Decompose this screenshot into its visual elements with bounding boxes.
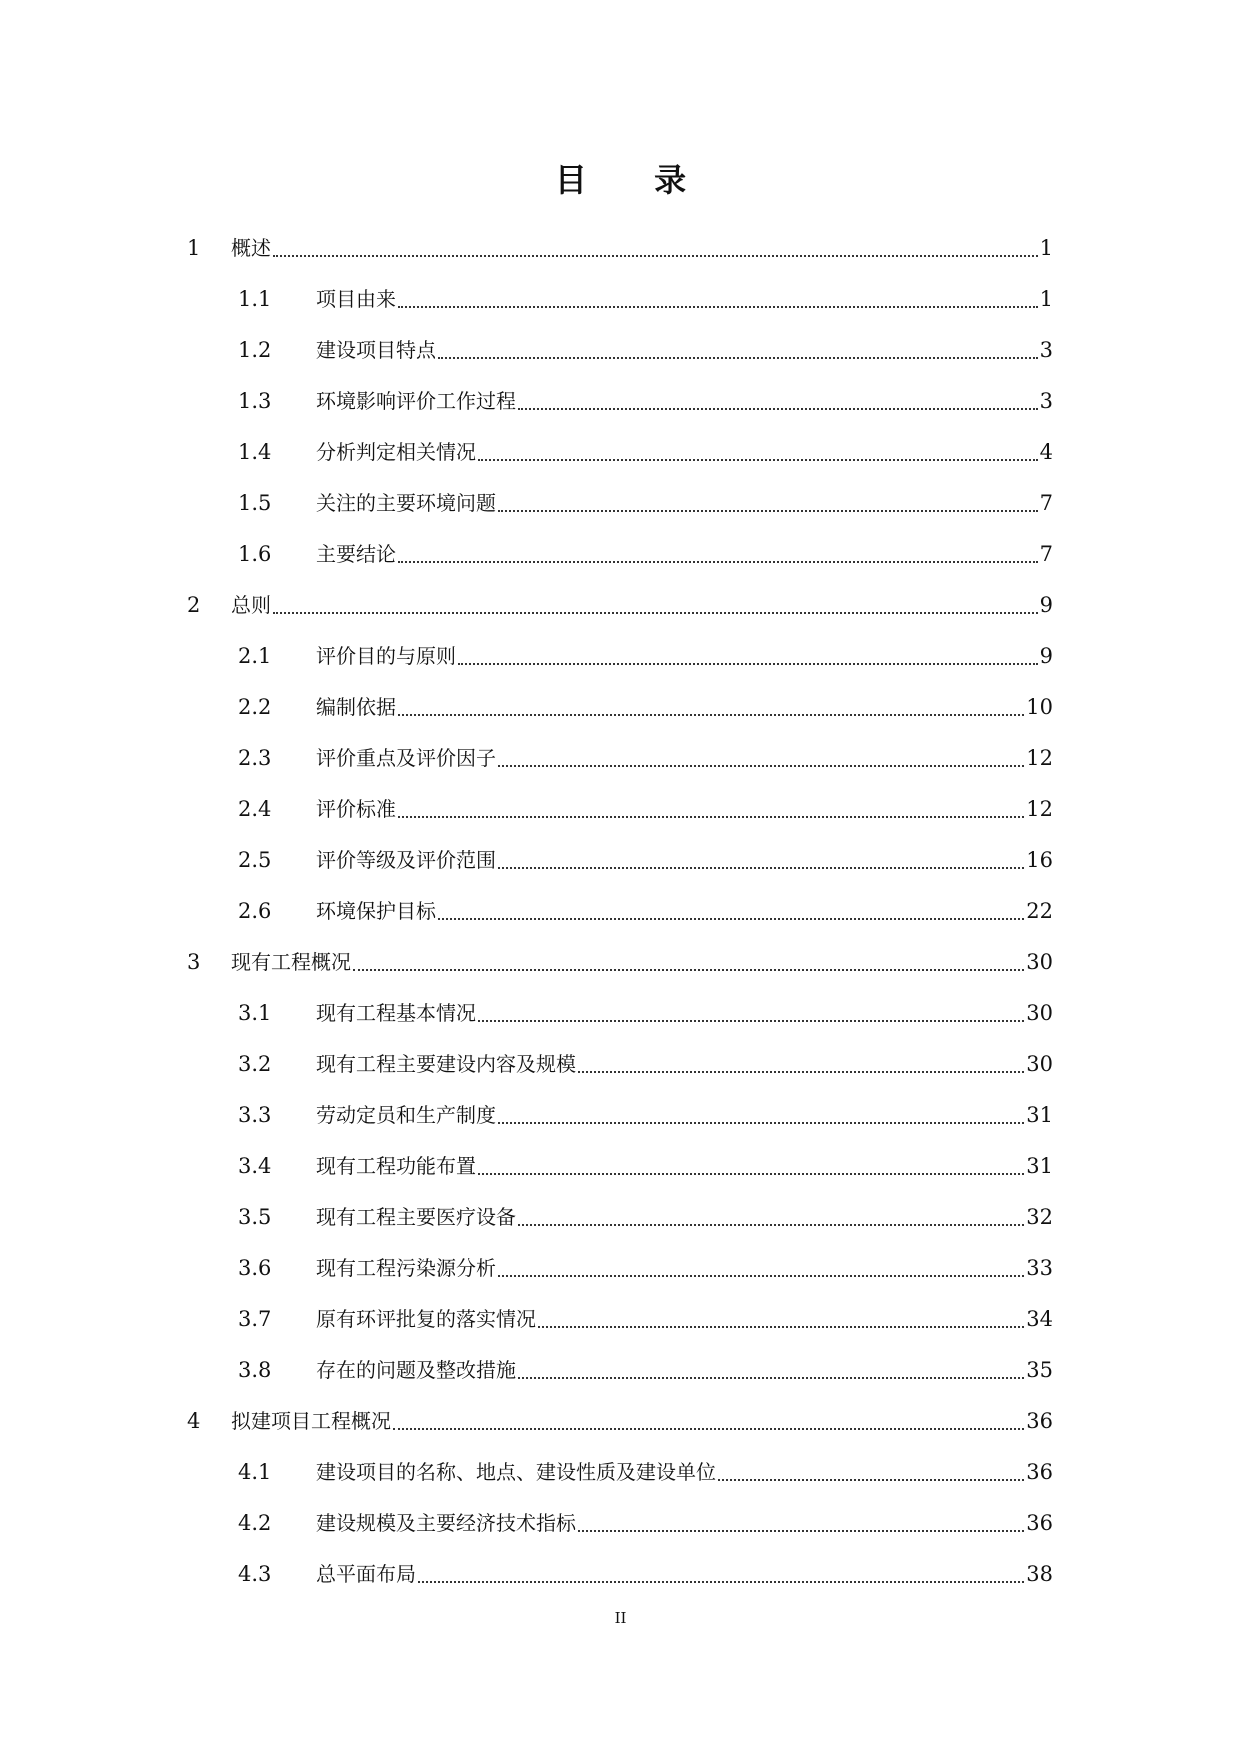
toc-entry-number: 4 (187, 1408, 201, 1433)
toc-entry-number: 1.4 (238, 439, 272, 464)
toc-section-entry[interactable] (187, 732, 1053, 783)
toc-dot-leader (518, 1377, 1024, 1379)
toc-entry-title: 编制依据 (316, 694, 396, 719)
toc-entry-title: 关注的主要环境问题 (316, 490, 496, 515)
toc-entry-number: 3.1 (238, 1000, 272, 1025)
toc-entry-title: 存在的问题及整改措施 (316, 1357, 516, 1382)
toc-entry-number: 1.3 (238, 388, 272, 413)
toc-dot-leader (498, 765, 1024, 767)
toc-chapter-entry[interactable] (187, 936, 1053, 987)
toc-dot-leader (478, 1173, 1024, 1175)
toc-entry-page: 32 (1026, 1204, 1053, 1229)
toc-chapter-entry[interactable] (187, 1395, 1053, 1446)
toc-section-entry[interactable] (187, 1446, 1053, 1497)
table-of-contents (187, 222, 1053, 1599)
toc-entry-number: 2.6 (238, 898, 272, 923)
toc-entry-title: 现有工程概况 (231, 949, 351, 974)
toc-section-entry[interactable] (187, 375, 1053, 426)
toc-entry-page: 12 (1026, 796, 1053, 821)
toc-entry-page: 16 (1026, 847, 1053, 872)
toc-entry-page: 10 (1026, 694, 1053, 719)
toc-section-entry[interactable] (187, 1038, 1053, 1089)
toc-entry-page: 9 (1039, 643, 1053, 668)
toc-dot-leader (518, 1224, 1024, 1226)
toc-dot-leader (353, 969, 1024, 971)
toc-section-entry[interactable] (187, 1242, 1053, 1293)
toc-dot-leader (398, 816, 1024, 818)
toc-dot-leader (273, 612, 1038, 614)
toc-entry-number: 4.1 (238, 1459, 272, 1484)
toc-entry-number: 2.4 (238, 796, 272, 821)
toc-entry-page: 34 (1026, 1306, 1053, 1331)
toc-entry-title: 环境影响评价工作过程 (316, 388, 516, 413)
toc-section-entry[interactable] (187, 324, 1053, 375)
toc-section-entry[interactable] (187, 987, 1053, 1038)
toc-entry-number: 3.7 (238, 1306, 272, 1331)
toc-entry-number: 3.2 (238, 1051, 272, 1076)
toc-entry-title: 原有环评批复的落实情况 (316, 1306, 536, 1331)
toc-entry-page: 38 (1026, 1561, 1053, 1586)
toc-dot-leader (398, 561, 1038, 563)
toc-dot-leader (478, 1020, 1024, 1022)
toc-entry-title: 评价标准 (316, 796, 396, 821)
toc-dot-leader (718, 1479, 1024, 1481)
toc-entry-title: 评价等级及评价范围 (316, 847, 496, 872)
toc-entry-number: 2.1 (238, 643, 272, 668)
toc-dot-leader (418, 1581, 1024, 1583)
toc-dot-leader (498, 510, 1038, 512)
toc-section-entry[interactable] (187, 1497, 1053, 1548)
toc-entry-page: 33 (1026, 1255, 1053, 1280)
toc-entry-number: 3.3 (238, 1102, 272, 1127)
toc-entry-page: 1 (1039, 286, 1053, 311)
toc-entry-number: 1 (187, 235, 201, 260)
toc-chapter-entry[interactable] (187, 222, 1053, 273)
toc-dot-leader (398, 306, 1038, 308)
toc-entry-number: 1.1 (238, 286, 272, 311)
toc-section-entry[interactable] (187, 426, 1053, 477)
toc-title: 目 录 (554, 161, 715, 199)
toc-entry-number: 3.6 (238, 1255, 272, 1280)
toc-dot-leader (438, 357, 1038, 359)
toc-entry-page: 36 (1026, 1510, 1053, 1535)
toc-entry-title: 总则 (231, 592, 271, 617)
toc-section-entry[interactable] (187, 528, 1053, 579)
toc-dot-leader (398, 714, 1024, 716)
toc-entry-title: 建设规模及主要经济技术指标 (316, 1510, 576, 1535)
toc-entry-page: 4 (1039, 439, 1053, 464)
toc-dot-leader (498, 867, 1024, 869)
toc-entry-number: 2 (187, 592, 201, 617)
toc-entry-title: 现有工程功能布置 (316, 1153, 476, 1178)
toc-dot-leader (438, 918, 1024, 920)
toc-entry-number: 2.2 (238, 694, 272, 719)
toc-section-entry[interactable] (187, 1293, 1053, 1344)
page-number: II (614, 1609, 627, 1627)
toc-entry-title: 分析判定相关情况 (316, 439, 476, 464)
toc-dot-leader (518, 408, 1038, 410)
toc-entry-title: 拟建项目工程概况 (231, 1408, 391, 1433)
toc-section-entry[interactable] (187, 1344, 1053, 1395)
toc-entry-page: 31 (1026, 1102, 1053, 1127)
toc-dot-leader (538, 1326, 1024, 1328)
toc-entry-page: 31 (1026, 1153, 1053, 1178)
toc-entry-title: 评价目的与原则 (316, 643, 456, 668)
toc-entry-title: 现有工程污染源分析 (316, 1255, 496, 1280)
toc-entry-page: 9 (1039, 592, 1053, 617)
toc-entry-page: 30 (1026, 1051, 1053, 1076)
toc-section-entry[interactable] (187, 1548, 1053, 1599)
toc-entry-number: 4.3 (238, 1561, 272, 1586)
toc-entry-page: 12 (1026, 745, 1053, 770)
toc-entry-title: 主要结论 (316, 541, 396, 566)
toc-entry-title: 现有工程主要医疗设备 (316, 1204, 516, 1229)
toc-entry-page: 30 (1026, 949, 1053, 974)
toc-section-entry[interactable] (187, 1089, 1053, 1140)
toc-entry-title: 建设项目特点 (316, 337, 436, 362)
toc-section-entry[interactable] (187, 1191, 1053, 1242)
toc-entry-page: 1 (1039, 235, 1053, 260)
toc-dot-leader (578, 1071, 1024, 1073)
toc-entry-page: 36 (1026, 1459, 1053, 1484)
toc-entry-page: 7 (1039, 490, 1053, 515)
toc-section-entry[interactable] (187, 885, 1053, 936)
toc-section-entry[interactable] (187, 477, 1053, 528)
toc-section-entry[interactable] (187, 273, 1053, 324)
toc-dot-leader (458, 663, 1038, 665)
toc-entry-number: 2.5 (238, 847, 272, 872)
toc-section-entry[interactable] (187, 834, 1053, 885)
toc-entry-page: 36 (1026, 1408, 1053, 1433)
toc-dot-leader (498, 1122, 1024, 1124)
toc-section-entry[interactable] (187, 1140, 1053, 1191)
toc-section-entry[interactable] (187, 630, 1053, 681)
toc-entry-title: 劳动定员和生产制度 (316, 1102, 496, 1127)
toc-chapter-entry[interactable] (187, 579, 1053, 630)
toc-entry-title: 评价重点及评价因子 (316, 745, 496, 770)
toc-entry-title: 概述 (231, 235, 271, 260)
toc-entry-page: 30 (1026, 1000, 1053, 1025)
toc-entry-number: 3 (187, 949, 201, 974)
toc-entry-number: 2.3 (238, 745, 272, 770)
toc-section-entry[interactable] (187, 681, 1053, 732)
toc-entry-title: 现有工程主要建设内容及规模 (316, 1051, 576, 1076)
toc-entry-page: 22 (1026, 898, 1053, 923)
toc-dot-leader (478, 459, 1038, 461)
toc-dot-leader (273, 255, 1038, 257)
toc-entry-title: 总平面布局 (316, 1561, 416, 1586)
toc-entry-title: 建设项目的名称、地点、建设性质及建设单位 (316, 1459, 716, 1484)
toc-entry-number: 1.2 (238, 337, 272, 362)
toc-entry-number: 3.8 (238, 1357, 272, 1382)
toc-dot-leader (578, 1530, 1024, 1532)
toc-dot-leader (393, 1428, 1024, 1430)
toc-entry-page: 3 (1039, 388, 1053, 413)
toc-entry-number: 3.5 (238, 1204, 272, 1229)
toc-dot-leader (498, 1275, 1024, 1277)
toc-entry-page: 7 (1039, 541, 1053, 566)
toc-entry-title: 现有工程基本情况 (316, 1000, 476, 1025)
toc-entry-title: 环境保护目标 (316, 898, 436, 923)
toc-entry-page: 35 (1026, 1357, 1053, 1382)
toc-entry-title: 项目由来 (316, 286, 396, 311)
toc-entry-number: 4.2 (238, 1510, 272, 1535)
toc-entry-number: 1.5 (238, 490, 272, 515)
toc-section-entry[interactable] (187, 783, 1053, 834)
toc-entry-number: 3.4 (238, 1153, 272, 1178)
toc-entry-page: 3 (1039, 337, 1053, 362)
toc-entry-number: 1.6 (238, 541, 272, 566)
